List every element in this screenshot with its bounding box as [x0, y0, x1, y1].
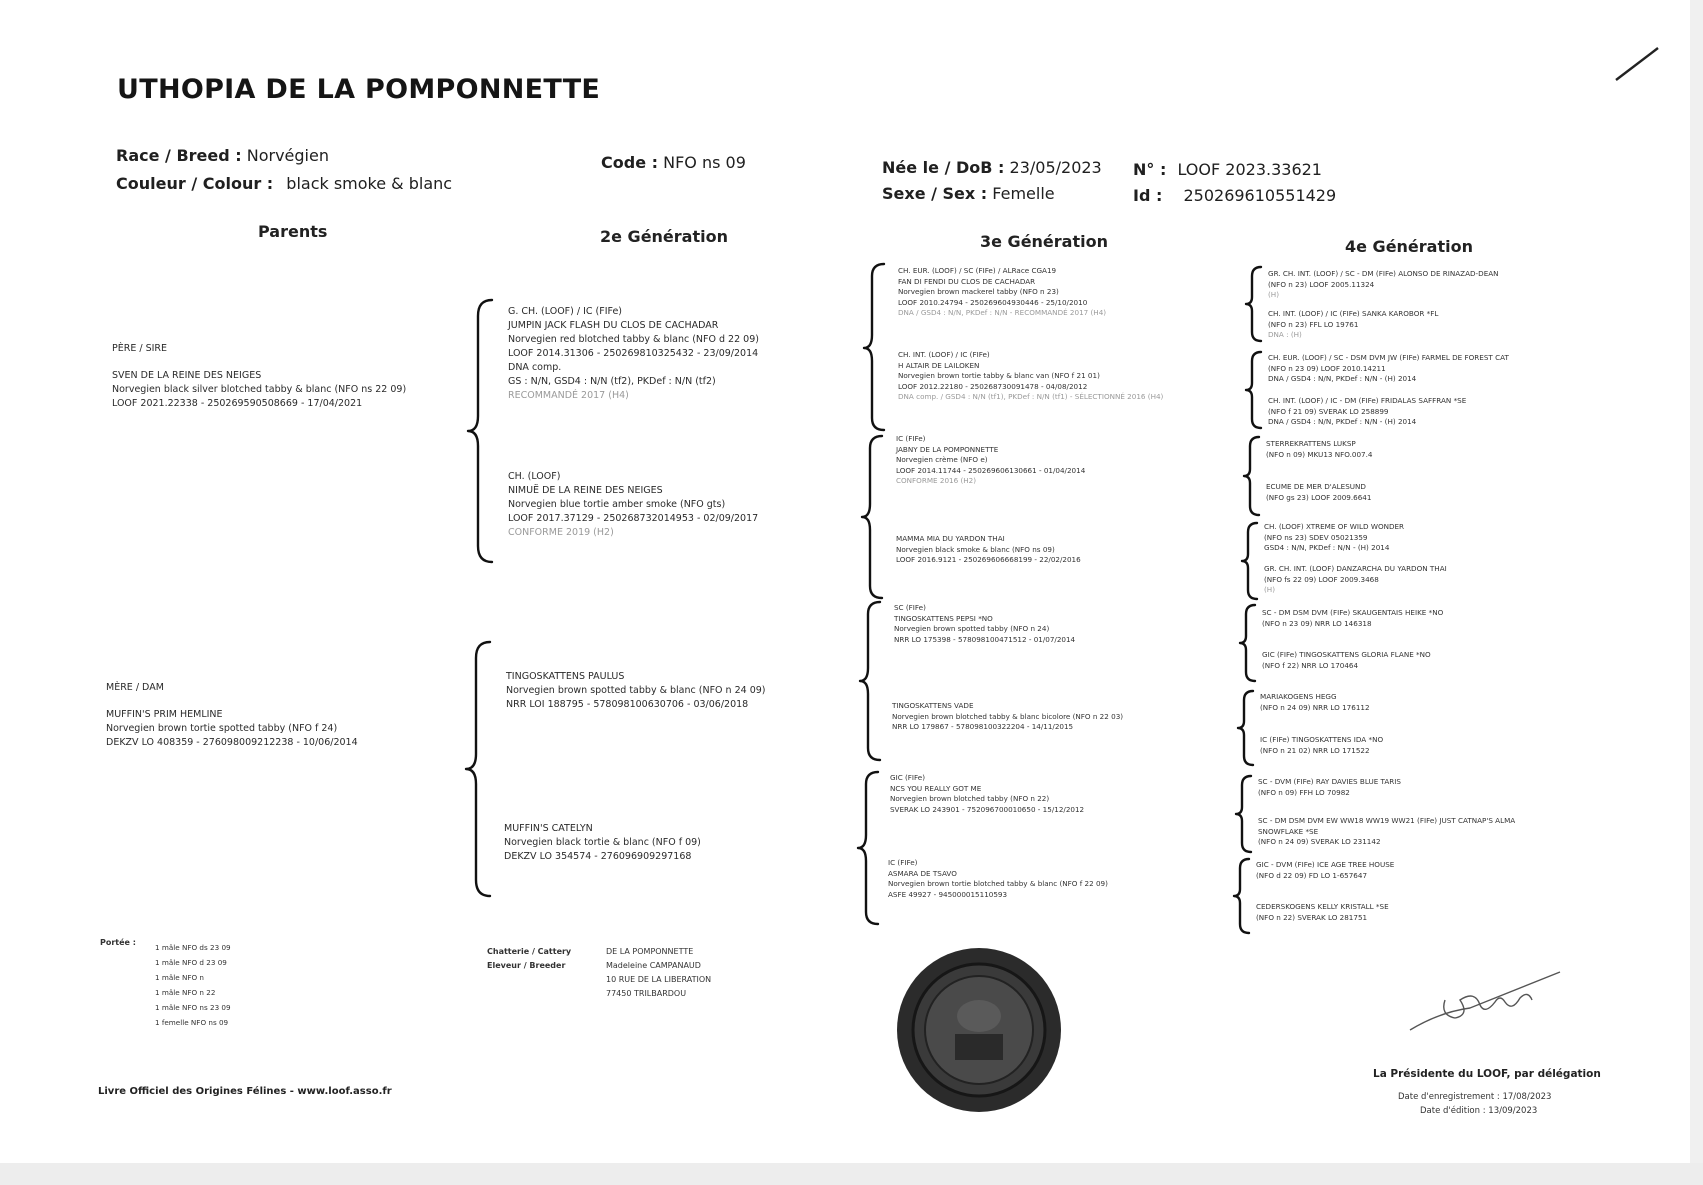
gen3-line: LOOF 2016.9121 - 250269606668199 - 22/02/2016	[896, 555, 1081, 564]
gen3-line: NRR LO 175398 - 578098100471512 - 01/07/2014	[894, 634, 1076, 644]
sex-row	[882, 181, 1055, 206]
code-label: Code :	[601, 153, 659, 172]
gen3-line: TINGOSKATTENS PEPSI *NO	[894, 613, 993, 623]
gen3-line: CH. INT. (LOOF) / IC (FIFe)	[898, 350, 990, 359]
id-value: 250269610551429	[1183, 186, 1337, 205]
gen3-entry	[898, 350, 1163, 403]
gen4-line: (NFO n 09) MKU13 NFO.007.4	[1266, 449, 1373, 459]
cattery-line: 10 RUE DE LA LIBERATION	[606, 975, 712, 984]
gen4-line: (NFO gs 23) LOOF 2009.6641	[1266, 492, 1372, 502]
gen4-line: GR. CH. INT. (LOOF) / SC - DM (FIFe) ALONSO DE RINAZAD-DEAN	[1268, 269, 1499, 278]
gen3-entry	[888, 858, 1108, 900]
gen4-line: (NFO n 24 09) NRR LO 176112	[1260, 702, 1370, 712]
gen3-line: CH. EUR. (LOOF) / SC (FIFe) / ALRace CGA19	[898, 266, 1057, 275]
column-parents: Parents	[258, 222, 328, 241]
litter-item: 1 mâle NFO ns 23 09	[155, 1003, 231, 1012]
brace-gen3	[1232, 856, 1252, 936]
gen3-entry	[896, 434, 1085, 487]
gen3-entry	[890, 773, 1084, 815]
brace-gen2-d	[856, 768, 882, 928]
gen3-line: Norvegien brown mackerel tabby (NFO n 23)	[898, 287, 1059, 296]
gen4-line: (H)	[1264, 585, 1276, 594]
id-label: Id :	[1133, 186, 1163, 205]
gen4-line: SNOWFLAKE *SE	[1258, 826, 1319, 836]
gen2-entry	[504, 822, 701, 864]
gen3-line: Norvegien brown tortie tabby & blanc van (NFO f 21 01)	[898, 371, 1100, 380]
dob-value: 23/05/2023	[1009, 158, 1102, 177]
number-label: N° :	[1133, 160, 1167, 179]
gen2-desc: Norvegien blue tortie amber smoke (NFO gts)	[508, 499, 726, 510]
gen2-desc: Norvegien brown spotted tabby & blanc (NFO n 24 09)	[506, 685, 766, 696]
signature-icon	[1400, 960, 1580, 1040]
official-seal-icon	[895, 946, 1063, 1114]
gen2-name: NIMUË DE LA REINE DES NEIGES	[508, 485, 663, 496]
gen4-line: ECUME DE MER D'ALESUND	[1266, 482, 1366, 491]
gen3-line: SVERAK LO 243901 - 752096700010650 - 15/12/2012	[890, 804, 1085, 814]
dam-reg: DEKZV LO 408359 - 276098009212238 - 10/06/2014	[106, 737, 358, 748]
cattery-labels	[487, 945, 571, 973]
litter-item: 1 mâle NFO ds 23 09	[155, 943, 231, 952]
gen3-line: DNA comp. / GSD4 : N/N (tf1), PKDef : N/N (tf1) - SÉLECTIONNÉ 2016 (H4)	[898, 392, 1164, 401]
gen4-entry	[1260, 735, 1383, 756]
dob-label: Née le / DoB :	[882, 158, 1005, 177]
gen4-line: (NFO fs 22 09) LOOF 2009.3468	[1264, 574, 1379, 584]
gen3-entry	[898, 266, 1106, 319]
gen3-line: Norvegien crème (NFO e)	[896, 455, 988, 464]
edition-date: Date d'édition : 13/09/2023	[1420, 1106, 1538, 1116]
gen4-line: (NFO n 22) SVERAK LO 281751	[1256, 912, 1368, 922]
column-gen3: 3e Génération	[980, 232, 1108, 251]
scan-bottom-strip	[0, 1163, 1703, 1185]
gen4-line: IC (FIFe) TINGOSKATTENS IDA *NO	[1260, 735, 1384, 744]
colour-label: Couleur / Colour :	[116, 174, 274, 193]
gen4-entry	[1268, 269, 1499, 301]
gen4-entry	[1264, 522, 1404, 554]
gen3-line: JABNY DE LA POMPONNETTE	[896, 444, 999, 454]
number-row	[1133, 157, 1322, 182]
litter-item: 1 mâle NFO d 23 09	[155, 958, 227, 967]
gen3-line: IC (FIFe)	[896, 434, 926, 443]
code-value: NFO ns 09	[663, 153, 746, 172]
footer-left: Livre Officiel des Origines Félines - www.loof.asso.fr	[98, 1086, 392, 1097]
number-value: LOOF 2023.33621	[1177, 160, 1322, 179]
gen3-line: Norvegien brown blotched tabby (NFO n 22)	[890, 794, 1050, 803]
gen4-line: CH. INT. (LOOF) / IC (FIFe) SANKA KAROBOR *FL	[1268, 309, 1439, 318]
litter-item: 1 mâle NFO n 22	[155, 988, 216, 997]
gen4-line: GSD4 : N/N, PKDef : N/N - (H) 2014	[1264, 543, 1390, 552]
gen2-gs: GS : N/N, GSD4 : N/N (tf2), PKDef : N/N (tf2)	[508, 376, 716, 387]
gen4-line: (NFO n 23 09) NRR LO 146318	[1262, 618, 1372, 628]
gen3-line: MAMMA MIA DU YARDON THAI	[896, 534, 1005, 543]
gen3-line: SC (FIFe)	[894, 603, 926, 612]
gen4-line: DNA / GSD4 : N/N, PKDef : N/N - (H) 2014	[1268, 417, 1417, 426]
brace-dam	[464, 638, 494, 900]
gen4-line: SC - DVM (FIFe) RAY DAVIES BLUE TARIS	[1258, 777, 1401, 786]
gen4-line: GIC (FIFe) TINGOSKATTENS GLORIA FLANE *NO	[1262, 650, 1431, 659]
gen4-line: (NFO n 21 02) NRR LO 171522	[1260, 745, 1370, 755]
dob-row	[882, 155, 1102, 180]
brace-gen2-a	[862, 260, 888, 435]
gen4-line: (NFO d 22 09) FD LO 1-657647	[1256, 870, 1368, 880]
gen4-entry	[1264, 564, 1447, 596]
page-title: UTHOPIA DE LA POMPONNETTE	[117, 74, 601, 105]
gen4-entry	[1268, 396, 1466, 428]
litter-list	[155, 940, 231, 1030]
gen4-entry	[1266, 439, 1372, 460]
gen2-entry	[506, 670, 765, 712]
gen3-line: LOOF 2014.11744 - 250269606130661 - 01/04/2014	[896, 465, 1086, 475]
gen3-line: NCS YOU REALLY GOT ME	[890, 783, 982, 793]
gen3-line: LOOF 2012.22180 - 250268730091478 - 04/08/2012	[898, 381, 1088, 391]
brace-gen3	[1236, 688, 1256, 768]
gen2-note: CONFORME 2019 (H2)	[508, 527, 614, 538]
race-value: Norvégien	[246, 146, 329, 165]
president-line: La Présidente du LOOF, par délégation	[1373, 1068, 1601, 1080]
gen4-entry	[1266, 482, 1371, 503]
gen4-line: (NFO n 09) FFH LO 70982	[1258, 787, 1350, 797]
gen4-line: CEDERSKOGENS KELLY KRISTALL *SE	[1256, 902, 1389, 911]
registration-date: Date d'enregistrement : 17/08/2023	[1398, 1092, 1552, 1102]
code-row	[601, 150, 746, 175]
gen4-line: (NFO n 23 09) LOOF 2010.14211	[1268, 363, 1386, 373]
gen4-line: CH. INT. (LOOF) / IC - DM (FIFe) FRIDALAS SAFFRAN *SE	[1268, 396, 1467, 405]
breed-row	[116, 143, 329, 168]
gen3-line: GIC (FIFe)	[890, 773, 926, 782]
brace-gen2-c	[858, 598, 884, 763]
gen3-line: ASMARA DE TSAVO	[888, 868, 957, 878]
column-gen4: 4e Génération	[1345, 237, 1473, 256]
gen4-line: (H)	[1268, 290, 1280, 299]
corner-mark-icon	[1612, 44, 1662, 84]
brace-gen3	[1242, 434, 1262, 518]
cattery-line: 77450 TRILBARDOU	[606, 989, 687, 998]
sex-value: Femelle	[992, 184, 1055, 203]
gen3-entry	[894, 603, 1075, 645]
cattery-info	[606, 945, 711, 1001]
brace-gen3	[1240, 520, 1260, 602]
gen4-line: SC - DM DSM DVM EW WW18 WW19 WW21 (FIFe) JUST CATNAP'S ALMA	[1258, 816, 1516, 825]
gen2-name: MUFFIN'S CATELYN	[504, 823, 593, 834]
dam-role: MÈRE / DAM	[106, 682, 164, 693]
gen2-entry	[508, 305, 759, 403]
gen4-line: SC - DM DSM DVM (FIFe) SKAUGENTAIS HEIKE *NO	[1262, 608, 1444, 617]
brace-gen3	[1238, 602, 1258, 684]
gen2-dna: DNA comp.	[508, 362, 562, 373]
gen3-line: FAN DI FENDI DU CLOS DE CACHADAR	[898, 276, 1036, 286]
sire-role: PÈRE / SIRE	[112, 343, 168, 354]
dam-desc: Norvegien brown tortie spotted tabby (NFO f 24)	[106, 723, 338, 734]
breeder-label: Eleveur / Breeder	[487, 961, 566, 970]
gen2-desc: Norvegien black tortie & blanc (NFO f 09)	[504, 837, 701, 848]
gen4-entry	[1260, 692, 1370, 713]
sire-block	[112, 342, 406, 411]
gen4-entry	[1258, 816, 1515, 848]
cattery-line: DE LA POMPONNETTE	[606, 947, 694, 956]
cattery-label: Chatterie / Cattery	[487, 947, 572, 956]
gen3-line: DNA / GSD4 : N/N, PKDef : N/N - RECOMMANDÉ 2017 (H4)	[898, 308, 1107, 317]
gen3-line: NRR LO 179867 - 578098100322204 - 14/11/2015	[892, 722, 1074, 731]
gen2-title: G. CH. (LOOF) / IC (FIFe)	[508, 306, 622, 317]
gen2-reg: NRR LOI 188795 - 578098100630706 - 03/06/2018	[506, 699, 749, 710]
gen4-entry	[1268, 353, 1509, 385]
litter-item: 1 mâle NFO n	[155, 973, 204, 982]
gen4-line: STERREKRATTENS LUKSP	[1266, 439, 1356, 448]
gen3-line: CONFORME 2016 (H2)	[896, 476, 977, 485]
gen3-entry	[896, 534, 1081, 566]
gen4-line: (NFO f 21 09) SVERAK LO 258899	[1268, 406, 1389, 416]
gen2-desc: Norvegien red blotched tabby & blanc (NFO d 22 09)	[508, 334, 759, 345]
sire-name: SVEN DE LA REINE DES NEIGES	[112, 370, 262, 381]
gen2-entry	[508, 470, 758, 540]
gen4-line: GIC - DVM (FIFe) ICE AGE TREE HOUSE	[1256, 860, 1395, 869]
race-label: Race / Breed :	[116, 146, 242, 165]
id-row	[1133, 183, 1336, 208]
litter-item: 1 femelle NFO ns 09	[155, 1018, 229, 1027]
brace-gen3	[1244, 264, 1264, 344]
dam-block	[106, 681, 358, 750]
gen2-title: CH. (LOOF)	[508, 471, 561, 482]
gen4-line: CH. EUR. (LOOF) / SC - DSM DVM JW (FIFe) FARMEL DE FOREST CAT	[1268, 353, 1509, 362]
sex-label: Sexe / Sex :	[882, 184, 988, 203]
gen2-name: TINGOSKATTENS PAULUS	[506, 671, 625, 682]
gen4-line: DNA / GSD4 : N/N, PKDef : N/N - (H) 2014	[1268, 374, 1417, 383]
litter-label: Portée :	[100, 938, 136, 947]
gen3-line: H ALTAIR DE LAILOKEN	[898, 360, 980, 370]
gen3-line: Norvegien black smoke & blanc (NFO ns 09)	[896, 544, 1055, 554]
gen3-line: TINGOSKATTENS VADE	[892, 701, 974, 710]
gen4-entry	[1268, 309, 1438, 341]
colour-row	[116, 171, 452, 196]
brace-gen3	[1244, 349, 1264, 431]
gen4-entry	[1256, 860, 1394, 881]
gen4-entry	[1262, 608, 1443, 629]
colour-value: black smoke & blanc	[286, 174, 453, 193]
gen4-line: (NFO n 23) LOOF 2005.11324	[1268, 279, 1375, 289]
dam-name: MUFFIN'S PRIM HEMLINE	[106, 709, 223, 720]
gen4-entry	[1256, 902, 1389, 923]
gen2-note: RECOMMANDÉ 2017 (H4)	[508, 390, 629, 401]
gen3-line: Norvegien brown blotched tabby & blanc bicolore (NFO n 22 03)	[892, 711, 1124, 721]
gen2-reg: LOOF 2017.37129 - 250268732014953 - 02/09/2017	[508, 513, 759, 524]
gen4-line: (NFO n 23) FFL LO 19761	[1268, 319, 1359, 329]
gen3-line: ASFE 49927 - 945000015110593	[888, 889, 1008, 899]
gen4-line: (NFO f 22) NRR LO 170464	[1262, 660, 1359, 670]
gen3-line: Norvegien brown spotted tabby (NFO n 24)	[894, 624, 1050, 633]
gen4-line: (NFO ns 23) SDEV 05021359	[1264, 532, 1368, 542]
column-gen2: 2e Génération	[600, 227, 728, 246]
gen2-reg: LOOF 2014.31306 - 250269810325432 - 23/09/2014	[508, 348, 759, 359]
brace-gen3	[1234, 773, 1254, 855]
scan-edge	[1690, 0, 1703, 1185]
gen4-line: GR. CH. INT. (LOOF) DANZARCHA DU YARDON THAI	[1264, 564, 1447, 573]
gen4-line: MARIAKOGENS HEGG	[1260, 692, 1337, 701]
gen2-name: JUMPIN JACK FLASH DU CLOS DE CACHADAR	[508, 320, 719, 331]
brace-gen2-b	[860, 432, 886, 602]
gen3-line: LOOF 2010.24794 - 250269604930446 - 25/10/2010	[898, 297, 1088, 307]
gen4-line: (NFO n 24 09) SVERAK LO 231142	[1258, 837, 1381, 846]
gen4-line: CH. (LOOF) XTREME OF WILD WONDER	[1264, 522, 1405, 531]
gen3-line: IC (FIFe)	[888, 858, 918, 867]
gen4-line: DNA : (H)	[1268, 330, 1302, 339]
gen3-line: Norvegien brown tortie blotched tabby & blanc (NFO f 22 09)	[888, 879, 1108, 888]
gen4-entry	[1262, 650, 1431, 671]
cattery-line: Madeleine CAMPANAUD	[606, 961, 701, 970]
sire-reg: LOOF 2021.22338 - 250269590508669 - 17/04/2021	[112, 398, 363, 409]
gen2-reg: DEKZV LO 354574 - 276096909297168	[504, 851, 692, 862]
gen3-entry	[892, 701, 1123, 733]
sire-desc: Norvegien black silver blotched tabby & blanc (NFO ns 22 09)	[112, 384, 407, 395]
brace-sire	[466, 296, 496, 566]
gen4-entry	[1258, 777, 1401, 798]
